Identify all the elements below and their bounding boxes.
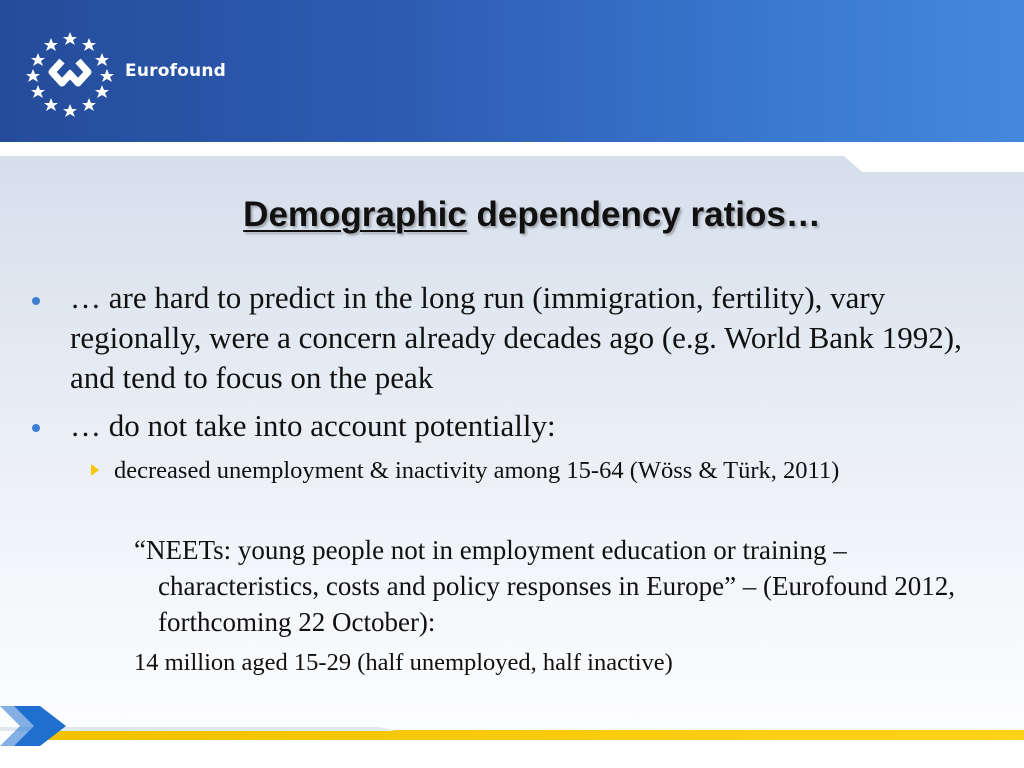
bullet-2: … do not take into account potentially: <box>70 408 556 443</box>
header-corner-tab <box>844 156 1024 172</box>
logo-wordmark: Eurofound <box>125 61 227 81</box>
star-icon <box>82 98 96 111</box>
neets-statistic: 14 million aged 15-29 (half unemployed, half inactive) <box>134 649 673 676</box>
star-icon <box>44 38 58 51</box>
star-icon <box>82 38 96 51</box>
header-divider <box>0 142 1024 156</box>
bullet-dot <box>32 424 40 432</box>
bullet-1: … are hard to predict in the long run (immigration, fertility), vary regionally, were a concern already decades ago (e.g. World Bank 1992), and tend to focus on the peak <box>70 280 962 395</box>
star-icon <box>100 69 114 82</box>
star-icon <box>63 104 77 117</box>
star-icon <box>95 85 109 98</box>
slide-title <box>0 195 1024 235</box>
star-icon <box>44 98 58 111</box>
header-bar <box>0 0 1024 142</box>
diamond-emblem-icon <box>52 61 88 83</box>
star-icon <box>31 85 45 98</box>
footer-band <box>0 700 1024 768</box>
star-icon <box>63 32 77 45</box>
neets-quote <box>134 532 1014 640</box>
bullet-dot <box>32 297 40 305</box>
star-icon <box>26 69 40 82</box>
neets-quote-text: “NEETs: young people not in employment education or training – characteristics, costs and policy responses in Europe” – (Eurofound 2012, forthcoming 22 October): <box>134 535 956 637</box>
title-underlined: Demographic <box>243 195 467 234</box>
sub-bullet: decreased unemployment & inactivity among 15-64 (Wöss & Türk, 2011) <box>114 457 840 484</box>
star-icon <box>31 53 45 66</box>
star-icon <box>95 53 109 66</box>
sub-bullet-arrow-icon <box>90 464 100 476</box>
title-rest: dependency ratios… <box>466 195 821 234</box>
